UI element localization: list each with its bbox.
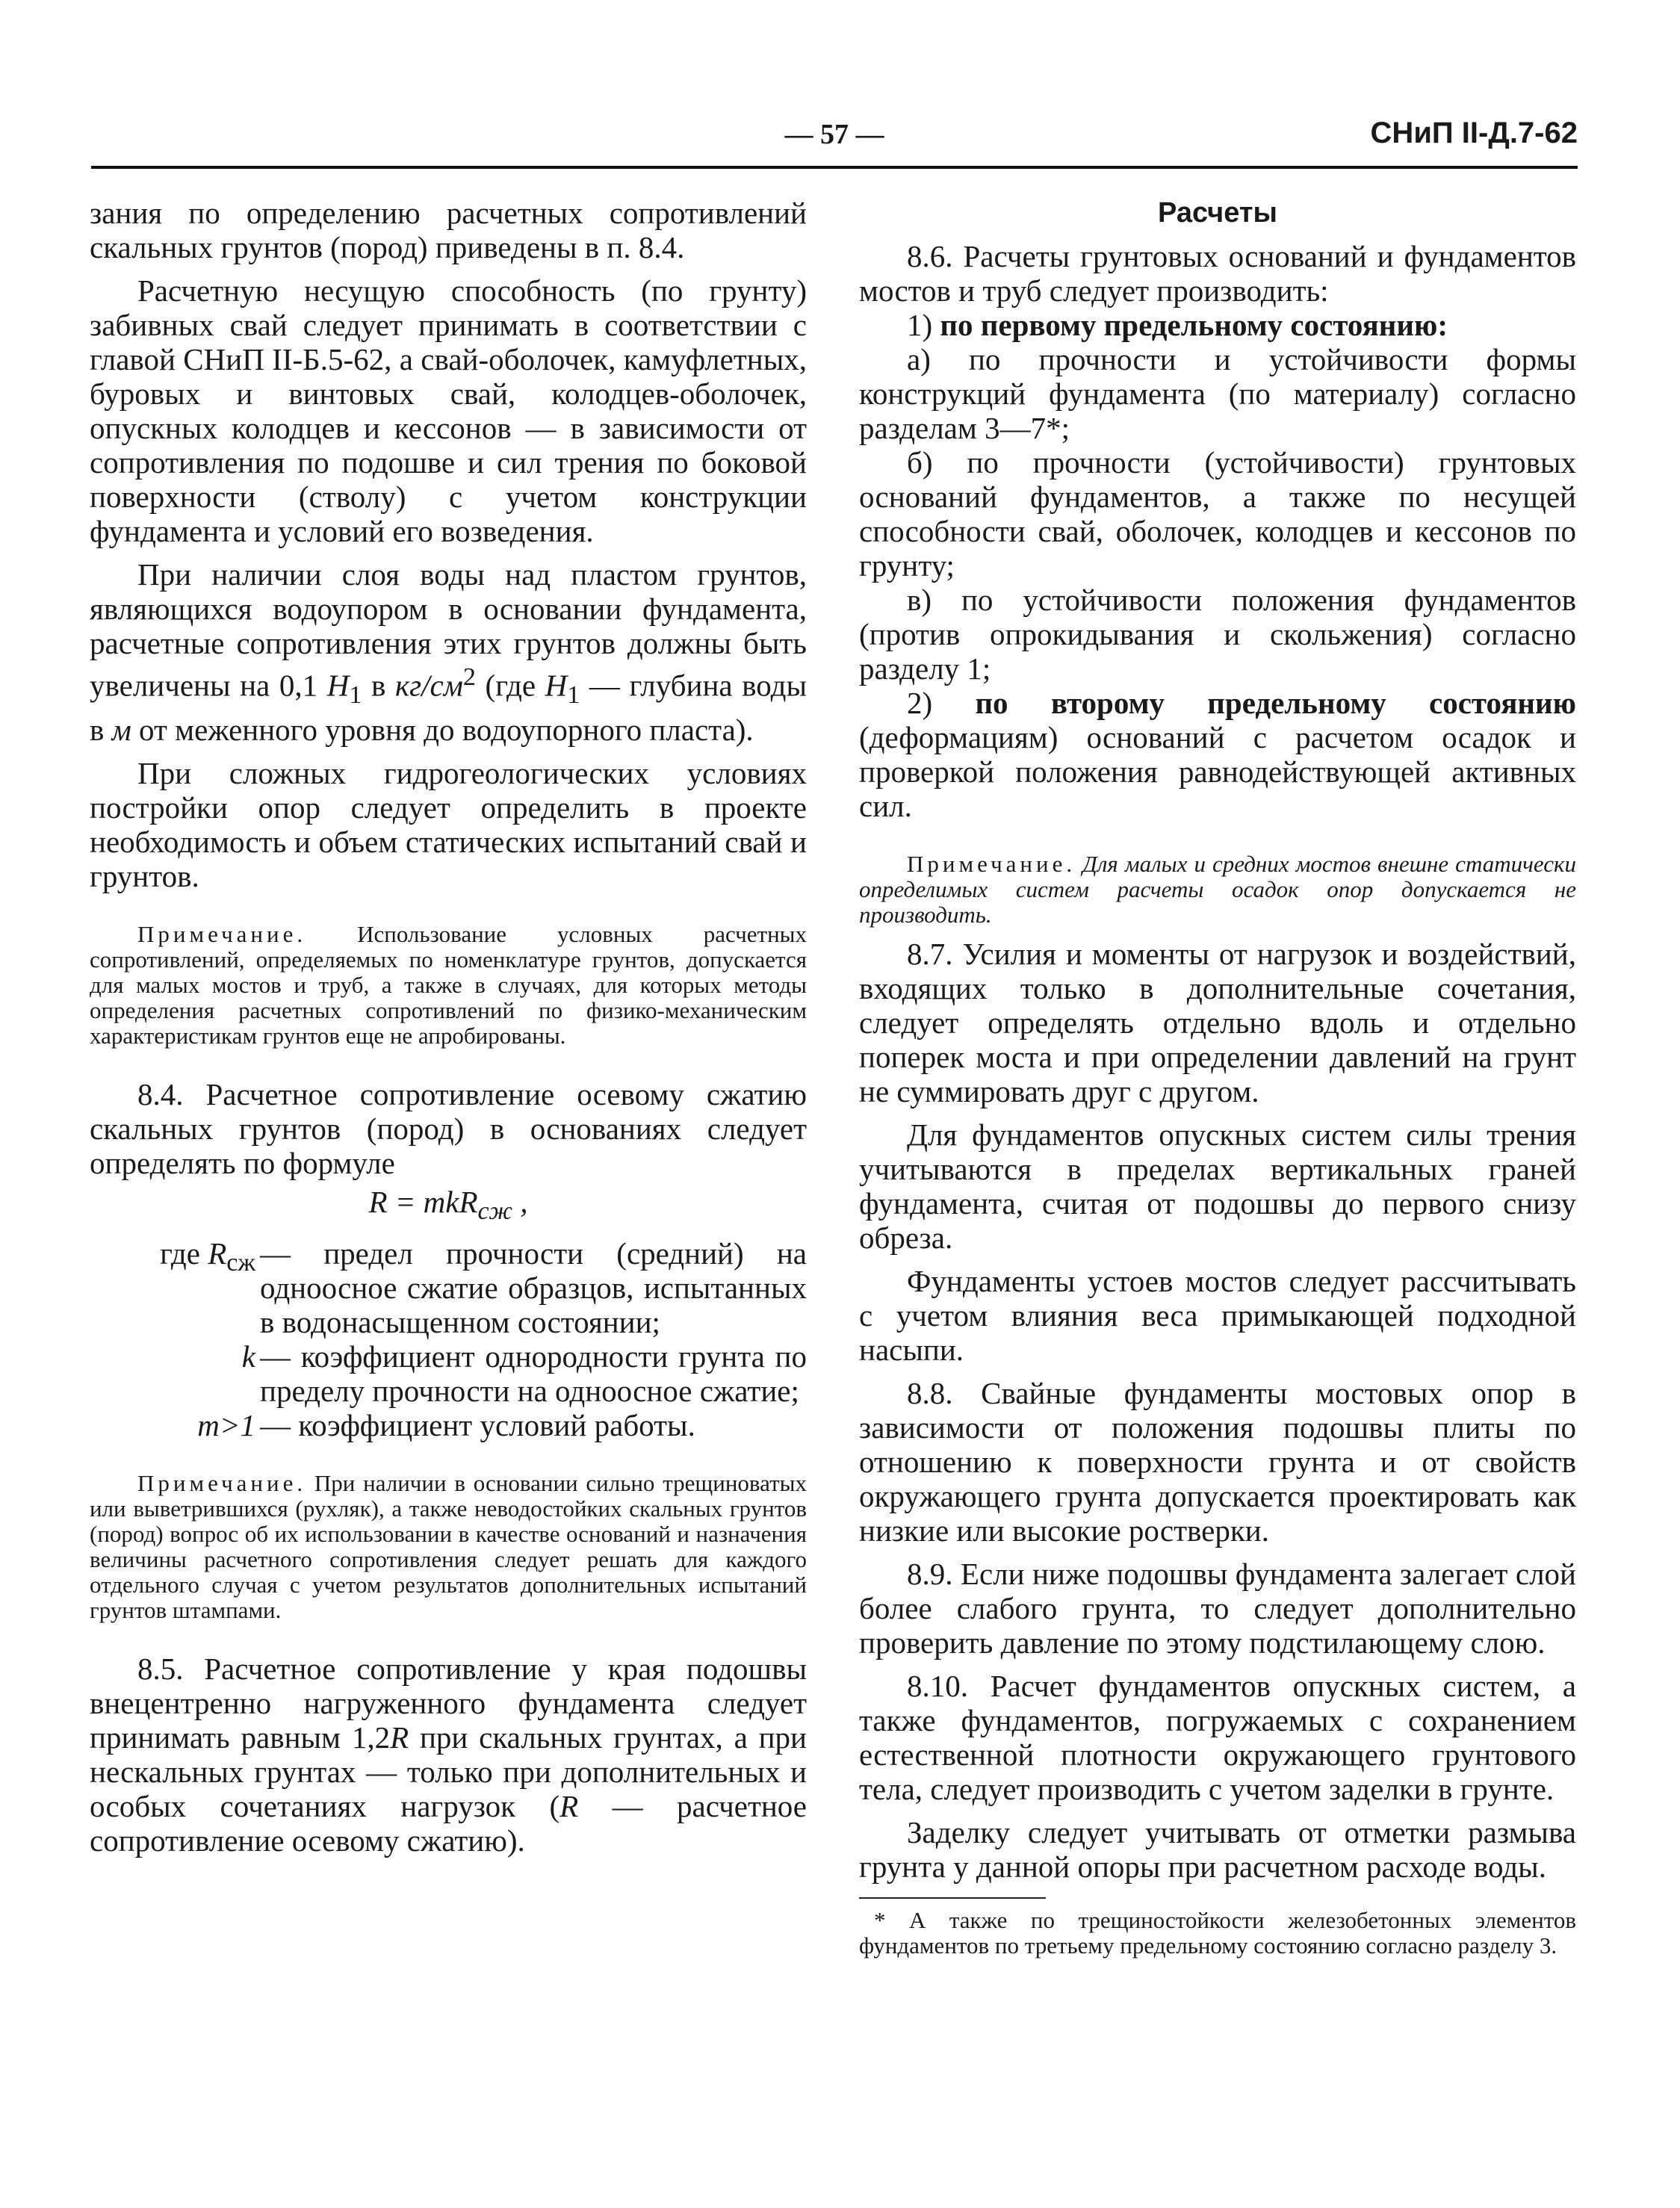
second-limit-state: 2) по второму предельному состоянию (деформациям) оснований с расчетом осадок и проверкой положения равнодействующей активных сил. bbox=[859, 686, 1576, 823]
section-8-8: 8.8. Свайные фундаменты мостовых опор в зависимости от положения подошвы плиты по отношению к поверхности грунта и от свойств окружающего грунта допускается проектировать как низкие или высокие ростверки. bbox=[859, 1376, 1576, 1548]
section-8-10: 8.10. Расчет фундаментов опускных систем, а также фундаментов, погружаемых с сохранением естественной плотности окружающего грунтового тела, следует производить с учетом заделки в грунте. bbox=[859, 1669, 1576, 1806]
paragraph-abutments: Фундаменты устоев мостов следует рассчитывать с учетом влияния веса примыкающей подходной насыпи. bbox=[859, 1264, 1576, 1367]
section-8-7: 8.7. Усилия и моменты от нагрузок и воздействий, входящих только в дополнительные сочетания, следует определять отдельно вдоль и отдельно поперек моста и при определении давлений на грунт не суммировать друг с другом. bbox=[859, 937, 1576, 1108]
paragraph-continuation: зания по определению расчетных сопротивлений скальных грунтов (пород) приведены в п. 8.4. bbox=[90, 196, 807, 264]
definition-k: k — коэффициент однородности грунта по пределу прочности на одноосное сжатие; bbox=[241, 1339, 807, 1409]
section-8-9: 8.9. Если ниже подошвы фундамента залегает слой более слабого грунта, то следует дополнительно проверить давление по этому подстилающему слою. bbox=[859, 1557, 1576, 1660]
first-limit-state: 1) по первому предельному состоянию: bbox=[907, 308, 1448, 342]
left-column bbox=[90, 196, 807, 1858]
item-b: б) по прочности (устойчивости) грунтовых оснований фундаментов, а также по несущей способности свай, оболочек, колодцев и кессонов по грунту; bbox=[859, 445, 1576, 583]
formula-definitions bbox=[90, 1236, 807, 1442]
note-settlement: Примечание. Для малых и средних мостов внешне статически определимых систем расчеты осадок опор допускается не производить. bbox=[859, 851, 1576, 928]
section-title-calculations: Расчеты bbox=[1158, 197, 1277, 229]
page-header bbox=[91, 112, 1578, 157]
paragraph-hydrogeology: При сложных гидрогеологических условиях постройки опор следует определить в проекте необходимость и объем статических испытаний свай и грунтов. bbox=[90, 755, 807, 893]
note-conventional-resistance: Примечание. Использование условных расчетных сопротивлений, определяемых по номенклатуре грунтов, допускается для малых мостов и труб, а также в случаях, для которых методы определения расчетных сопротивлений по физико-механическим характеристикам грунтов еще не апробированы. bbox=[90, 920, 807, 1049]
formula-r: R = mkR$_{сж}$ , bbox=[368, 1184, 528, 1226]
section-8-6: 8.6. Расчеты грунтовых оснований и фундаментов мостов и труб следует производить: bbox=[859, 239, 1576, 308]
right-column bbox=[859, 196, 1576, 1959]
section-8-4: 8.4. Расчетное сопротивление осевому сжатию скальных грунтов (пород) в основаниях следует определять по формуле bbox=[90, 1076, 807, 1180]
note-fractured-rock: Примечание. При наличии в основании сильно трещиноватых или выветрившихся (рухляк), а также неводостойких скальных грунтов (пород) вопрос об их использовании в качестве оснований и назначения величины расчетного сопротивления следует решать для каждого отдельного случая с учетом результатов дополнительных испытаний грунтов штампами. bbox=[90, 1470, 807, 1624]
section-8-5: 8.5. Расчетное сопротивление у края подошвы внецентренно нагруженного фундамента следует принимать равным 1,2R при скальных грунтах, а при нескальных грунтах — только при дополнительных и особых сочетаниях нагрузок (R — расчетное сопротивление осевому сжатию). bbox=[90, 1652, 807, 1858]
definition-rsj: где $R_{сж}$ — предел прочности (средний) на одноосное сжатие образцов, испытанных в водонасыщенном состоянии; bbox=[160, 1236, 807, 1340]
paragraph-embedment: Заделку следует учитывать от отметки размыва грунта у данной опоры при расчетном расходе воды. bbox=[859, 1815, 1576, 1884]
paragraph-friction: Для фундаментов опускных систем силы трения учитываются в пределах вертикальных граней фундамента, считая от подошвы до первого снизу обреза. bbox=[859, 1117, 1576, 1255]
item-v: в) по устойчивости положения фундаментов (против опрокидывания и скольжения) согласно разделу 1; bbox=[859, 583, 1576, 686]
paragraph-pile-capacity: Расчетную несущую способность (по грунту) забивных свай следует принимать в соответствии с главой СНиП II-Б.5-62, а свай-оболочек, камуфлетных, буровых и винтовых свай, колодцев-оболочек, опускных колодцев и кессонов — в зависимости от сопротивления по подошве и сил трения по боковой поверхности (стволу) с учетом конструкции фундамента и условий его возведения. bbox=[90, 273, 807, 548]
paragraph-water-layer: При наличии слоя воды над пластом грунтов, являющихся водоупором в основании фундамента, расчетные сопротивления этих грунтов должны быть увеличены на 0,1 $H_1$ в $кг/см^2$ (где $H_1$ — глубина воды в м от меженного уровня до водоупорного пласта). bbox=[90, 557, 807, 747]
footnote-rule bbox=[859, 1897, 1046, 1899]
page-number: — 57 — bbox=[784, 119, 884, 150]
item-a: а) по прочности и устойчивости формы конструкций фундамента (по материалу) согласно разделам 3—7*; bbox=[859, 342, 1576, 445]
document-code: СНиП II-Д.7-62 bbox=[1370, 117, 1578, 149]
definition-m: m>1 — коэффициент условий работы. bbox=[197, 1408, 695, 1443]
footnote: * А также по трещиностойкости железобетонных элементов фундаментов по третьему предельному состоянию согласно разделу 3. bbox=[859, 1907, 1576, 1959]
header-rule bbox=[91, 166, 1578, 169]
